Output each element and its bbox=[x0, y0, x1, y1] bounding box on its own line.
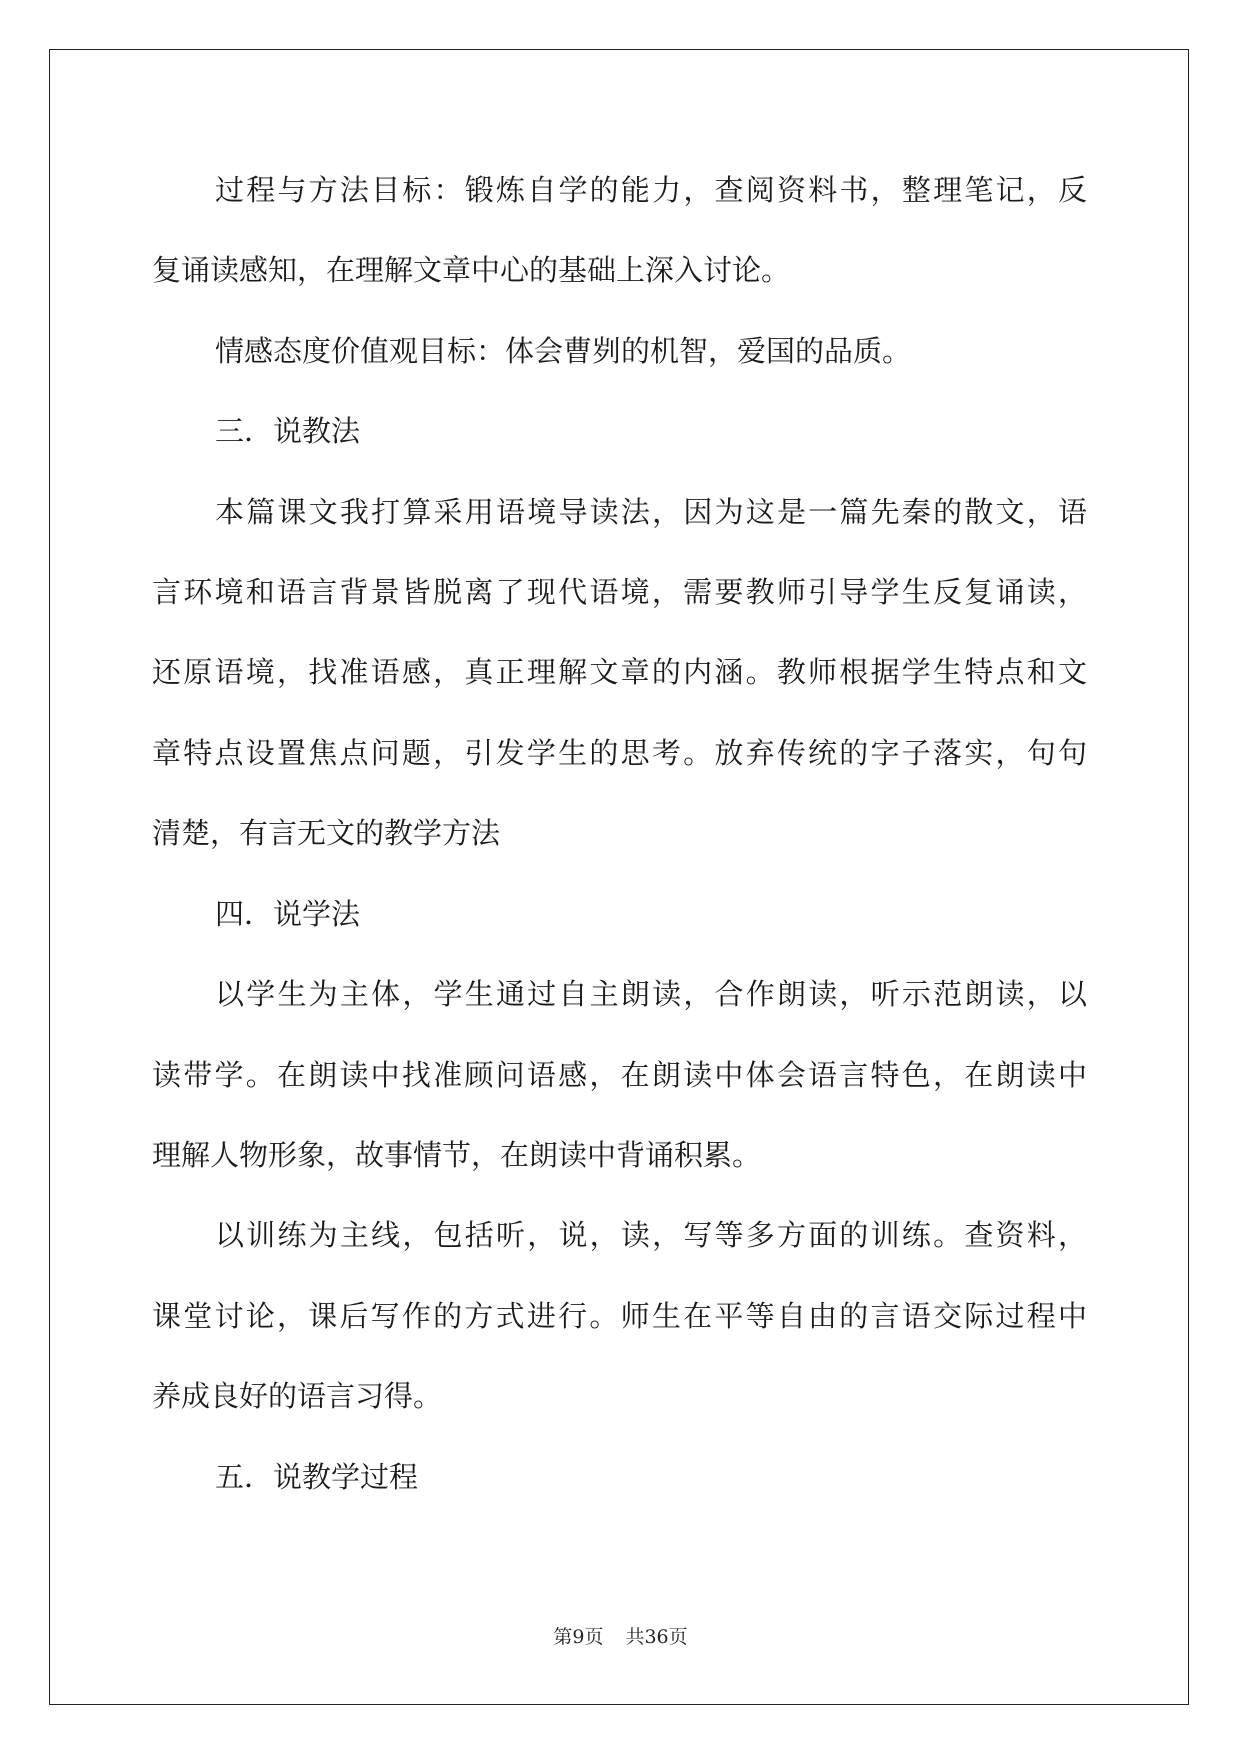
paragraph-line: 过程与方法目标：锻炼自学的能力，查阅资料书，整理笔记，反 bbox=[215, 173, 1087, 207]
section-heading: 五．说教学过程 bbox=[215, 1460, 419, 1494]
paragraph-line: 还原语境，找准语感，真正理解文章的内涵。教师根据学生特点和文 bbox=[152, 655, 1087, 689]
paragraph-line: 言环境和语言背景皆脱离了现代语境，需要教师引导学生反复诵读， bbox=[152, 575, 1087, 609]
paragraph-line: 清楚，有言无文的教学方法 bbox=[152, 816, 501, 850]
paragraph-line: 本篇课文我打算采用语境导读法，因为这是一篇先秦的散文，语 bbox=[215, 495, 1087, 529]
paragraph-line: 章特点设置焦点问题，引发学生的思考。放弃传统的字子落实，句句 bbox=[152, 736, 1087, 770]
paragraph-line: 复诵读感知，在理解文章中心的基础上深入讨论。 bbox=[152, 253, 791, 287]
paragraph-line: 理解人物形象，故事情节，在朗读中背诵积累。 bbox=[152, 1138, 762, 1172]
paragraph-line: 以学生为主体，学生通过自主朗读，合作朗读，听示范朗读，以 bbox=[215, 977, 1087, 1011]
paragraph-line: 课堂讨论，课后写作的方式进行。师生在平等自由的言语交际过程中 bbox=[152, 1299, 1087, 1333]
page-footer bbox=[0, 1622, 1241, 1649]
section-heading: 三．说教法 bbox=[215, 414, 361, 448]
page-total: 共36页 bbox=[625, 1626, 688, 1648]
section-heading: 四．说学法 bbox=[215, 897, 361, 931]
paragraph-line: 情感态度价值观目标：体会曹刿的机智，爱国的品质。 bbox=[215, 334, 912, 368]
paragraph-line: 以训练为主线，包括听，说，读，写等多方面的训练。查资料， bbox=[215, 1218, 1087, 1252]
paragraph-line: 养成良好的语言习得。 bbox=[152, 1379, 443, 1413]
paragraph-line: 读带学。在朗读中找准顾问语感，在朗读中体会语言特色，在朗读中 bbox=[152, 1058, 1087, 1092]
page-number: 第9页 bbox=[553, 1626, 604, 1648]
